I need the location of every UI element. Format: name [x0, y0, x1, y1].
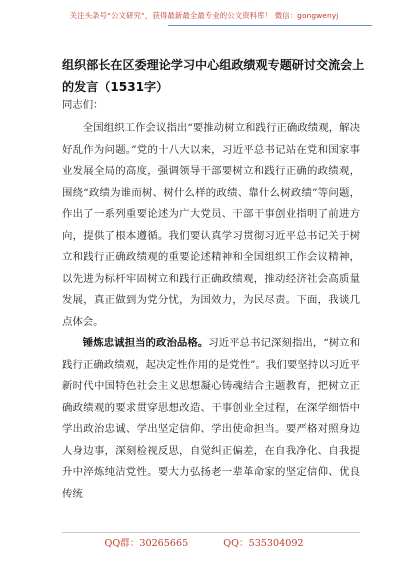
banner-text: 关注头条号“公文研究”，获得最新最全最专业的公文资料库！ 微信：gongwenyj — [69, 11, 339, 20]
footer-divider — [62, 532, 360, 533]
header-banner — [0, 0, 408, 40]
banner-divider — [168, 25, 372, 26]
paragraph-text: 全国组织工作会议指出“要推动树立和践行正确政绩观，解决好乱作为问题。”党的十八大以来，习近平总书记站在党和国家事业发展全局的高度，强调领导干部要树立和践行正确的政绩观，围绕“政绩为谁而树、树什么样的政绩、靠什么树政绩”等问题，作出了一系列重要论述为广大党员、干部干事创业指明了前进方向，提供了根本遵循。我们要认真学习贯彻习近平总书记关于树立和践行正确政绩观的重要论述精神和全国组织工作会议精神，以先进为标杆牢固树立和践行正确政绩观，推动经济社会高质量发展，真正做到为党分忧，为国效力，为民尽责。下面，我谈几点体会。 — [62, 122, 360, 328]
footer-qq-group: QQ群：30265665 — [104, 538, 189, 549]
footer-qq: QQ：535304092 — [223, 538, 304, 549]
paragraph-intro — [62, 118, 360, 333]
paragraph-lead: 锤炼忠诚担当的政治品格。 — [82, 337, 209, 349]
paragraph-political-character — [62, 333, 360, 505]
salutation: 同志们： — [62, 99, 104, 111]
document-title: 组织部长在区委理论学习中心组政绩观专题研讨交流会上的发言（1531字） — [62, 58, 365, 94]
document-body — [62, 118, 360, 505]
paragraph-text: 习近平总书记深刻指出，“树立和践行正确政绩观，起决定性作用的是党性”。我们要坚持以习近平新时代中国特色社会主义思想凝心铸魂结合主题教育，把树立正确政绩观的要求贯穿思想改造、干事创业全过程，在深学细悟中学出政治忠诚、学出坚定信仰、学出使命担当。要严格对照身边人身边事，深刻检视反思，自觉纠正偏差，在自我净化、自我提升中淬炼纯洁党性。要大力弘扬老一辈革命家的坚定信仰、优良传统 — [62, 337, 361, 500]
footer — [0, 535, 408, 555]
